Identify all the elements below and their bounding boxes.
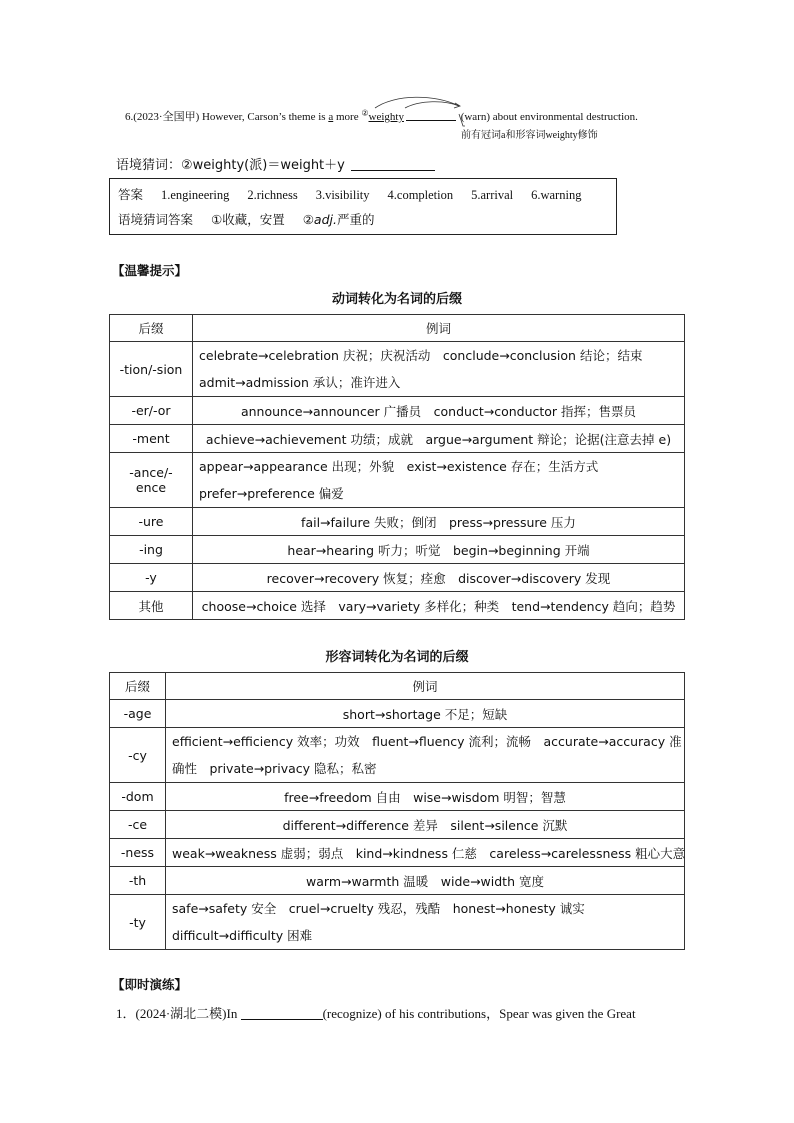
suffix-cell: -ty: [110, 895, 166, 950]
answer-item: 2.richness: [247, 188, 298, 202]
suffix-cell: -ance/-ence: [110, 453, 193, 508]
suffix-cell: -th: [110, 867, 166, 895]
example-line: appear→appearance 出现；外貌 exist→existence 存在；生活方式: [199, 459, 599, 474]
answer-label: 答案: [118, 187, 144, 202]
table-row: [110, 508, 685, 536]
example-cell: [193, 508, 685, 536]
example-line: warm→warmth 温暖 wide→width 宽度: [306, 873, 544, 889]
question-6-word: weighty: [368, 111, 404, 123]
example-cell: [193, 564, 685, 592]
example-line: admit→admission 承认；准许进入: [199, 375, 401, 390]
table-row: [110, 425, 685, 453]
question-6: [125, 108, 725, 142]
table-row: [110, 728, 685, 783]
suffix-cell: -ure: [110, 508, 193, 536]
example-cell: [166, 811, 685, 839]
example-cell: [193, 342, 685, 397]
example-line: free→freedom 自由 wise→wisdom 明智；智慧: [284, 789, 566, 805]
exercise-1-blank[interactable]: [241, 1007, 323, 1020]
verb-suffix-table: [109, 314, 685, 620]
question-6-prefix: 6.(2023·全国甲) However, Carson’s theme is: [125, 111, 329, 123]
suffix-cell: -ing: [110, 536, 193, 564]
example-line: prefer→preference 偏爱: [199, 486, 344, 501]
suffix-cell: -ce: [110, 811, 166, 839]
example-cell: [166, 700, 685, 728]
answer-item: 5.arrival: [471, 188, 514, 202]
suffix-cell: -age: [110, 700, 166, 728]
example-line: 确性 private→privacy 隐私；私密: [172, 761, 377, 776]
example-line: safe→safety 安全 cruel→cruelty 残忍，残酷 honest→honesty 诚实: [172, 901, 585, 916]
header-suffix: 后缀: [110, 673, 166, 700]
example-cell: [193, 592, 685, 620]
example-line: choose→choice 选择 vary→variety 多样化；种类 tend→tendency 趋向；趋势: [201, 598, 676, 614]
answer-item: 1.engineering: [161, 188, 230, 202]
header-examples: 例词: [166, 673, 685, 700]
suffix-cell: -dom: [110, 783, 166, 811]
guess-answer-2: [303, 212, 375, 227]
exercise-1-prefix: 1．(2024·湖北二模)In: [116, 1006, 241, 1021]
table-row: [110, 895, 685, 950]
annotation-arrow-icon: [375, 100, 475, 134]
context-guess-label: 语境猜词：②weighty(派)＝weight＋y: [116, 158, 345, 173]
question-6-note: 前有冠词a和形容词weighty修饰: [461, 130, 598, 141]
example-cell: [193, 397, 685, 425]
tip-label: 【温馨提示】: [112, 263, 188, 278]
question-6-marker: ②: [361, 108, 369, 118]
example-line: short→shortage 不足；短缺: [342, 706, 508, 722]
context-guess-line: [116, 154, 435, 173]
suffix-cell: -cy: [110, 728, 166, 783]
table-row: [110, 783, 685, 811]
table-header-row: [110, 673, 685, 700]
answer-row: [118, 182, 608, 207]
table-header-row: [110, 315, 685, 342]
example-line: achieve→achievement 功绩；成就 argue→argument 辩论；论据(注意去掉 e): [205, 431, 672, 447]
table-row: [110, 536, 685, 564]
example-line: announce→announcer 广播员 conduct→conductor 指挥；售票员: [240, 403, 637, 419]
example-line: weak→weakness 虚弱；弱点 kind→kindness 仁慈 careless→carelessness 粗心大意: [172, 845, 686, 861]
header-examples: 例词: [193, 315, 685, 342]
practice-label: 【即时演练】: [112, 977, 188, 992]
example-line: efficient→efficiency 效率；功效 fluent→fluency 流利；流畅 accurate→accuracy 准: [172, 734, 682, 749]
example-cell: [166, 728, 685, 783]
suffix-cell: -ness: [110, 839, 166, 867]
table-row: [110, 342, 685, 397]
adj-table-title: 形容词转化为名词的后缀: [325, 650, 469, 665]
guess-answer-2-prefix: ②: [302, 212, 314, 227]
example-cell: [166, 867, 685, 895]
suffix-cell: -er/-or: [110, 397, 193, 425]
verb-table-title: 动词转化为名词的后缀: [331, 292, 462, 307]
guess-answer-row: [118, 207, 608, 232]
suffix-cell: 其他: [110, 592, 193, 620]
answer-item: 6.warning: [531, 188, 582, 202]
suffix-cell: -tion/-sion: [110, 342, 193, 397]
guess-answer-2-pos: adj.: [313, 212, 337, 227]
example-cell: [193, 536, 685, 564]
header-suffix: 后缀: [110, 315, 193, 342]
table-row: [110, 592, 685, 620]
suffix-cell: -y: [110, 564, 193, 592]
exercise-1-suffix: (recognize) of his contributions，Spear was given the Great: [322, 1006, 636, 1021]
example-line: celebrate→celebration 庆祝；庆祝活动 conclude→conclusion 结论；结束: [199, 348, 643, 363]
example-cell: [166, 895, 685, 950]
question-6-more: more: [333, 111, 362, 123]
question-6-article: a: [328, 111, 334, 123]
guess-answer-label: 语境猜词答案: [118, 212, 194, 227]
suffix-cell: -ment: [110, 425, 193, 453]
example-line: difficult→difficulty 困难: [172, 928, 313, 943]
guess-answer-2-meaning: 严重的: [336, 212, 375, 227]
example-line: recover→recovery 恢复；痊愈 discover→discovery 发现: [266, 570, 611, 586]
table-row: [110, 839, 685, 867]
table-row: [110, 811, 685, 839]
table-row: [110, 867, 685, 895]
example-line: fail→failure 失败；倒闭 press→pressure 压力: [301, 514, 576, 530]
example-cell: [193, 453, 685, 508]
exercise-1: [116, 1003, 686, 1022]
answer-box: [109, 178, 617, 235]
table-row: [110, 564, 685, 592]
guess-answer-1: ①收藏，安置: [211, 212, 285, 227]
context-guess-blank[interactable]: [351, 158, 435, 171]
example-line: hear→hearing 听力；听觉 begin→beginning 开端: [287, 542, 590, 558]
example-cell: [193, 425, 685, 453]
example-cell: [166, 839, 685, 867]
adj-suffix-table: [109, 672, 685, 950]
example-line: different→difference 差异 silent→silence 沉默: [282, 817, 568, 833]
example-cell: [166, 783, 685, 811]
table-row: [110, 453, 685, 508]
table-row: [110, 397, 685, 425]
answer-item: 3.visibility: [315, 188, 370, 202]
question-6-suffix: (warn) about environmental destruction.: [457, 111, 638, 123]
answer-item: 4.completion: [387, 188, 454, 202]
table-row: [110, 700, 685, 728]
